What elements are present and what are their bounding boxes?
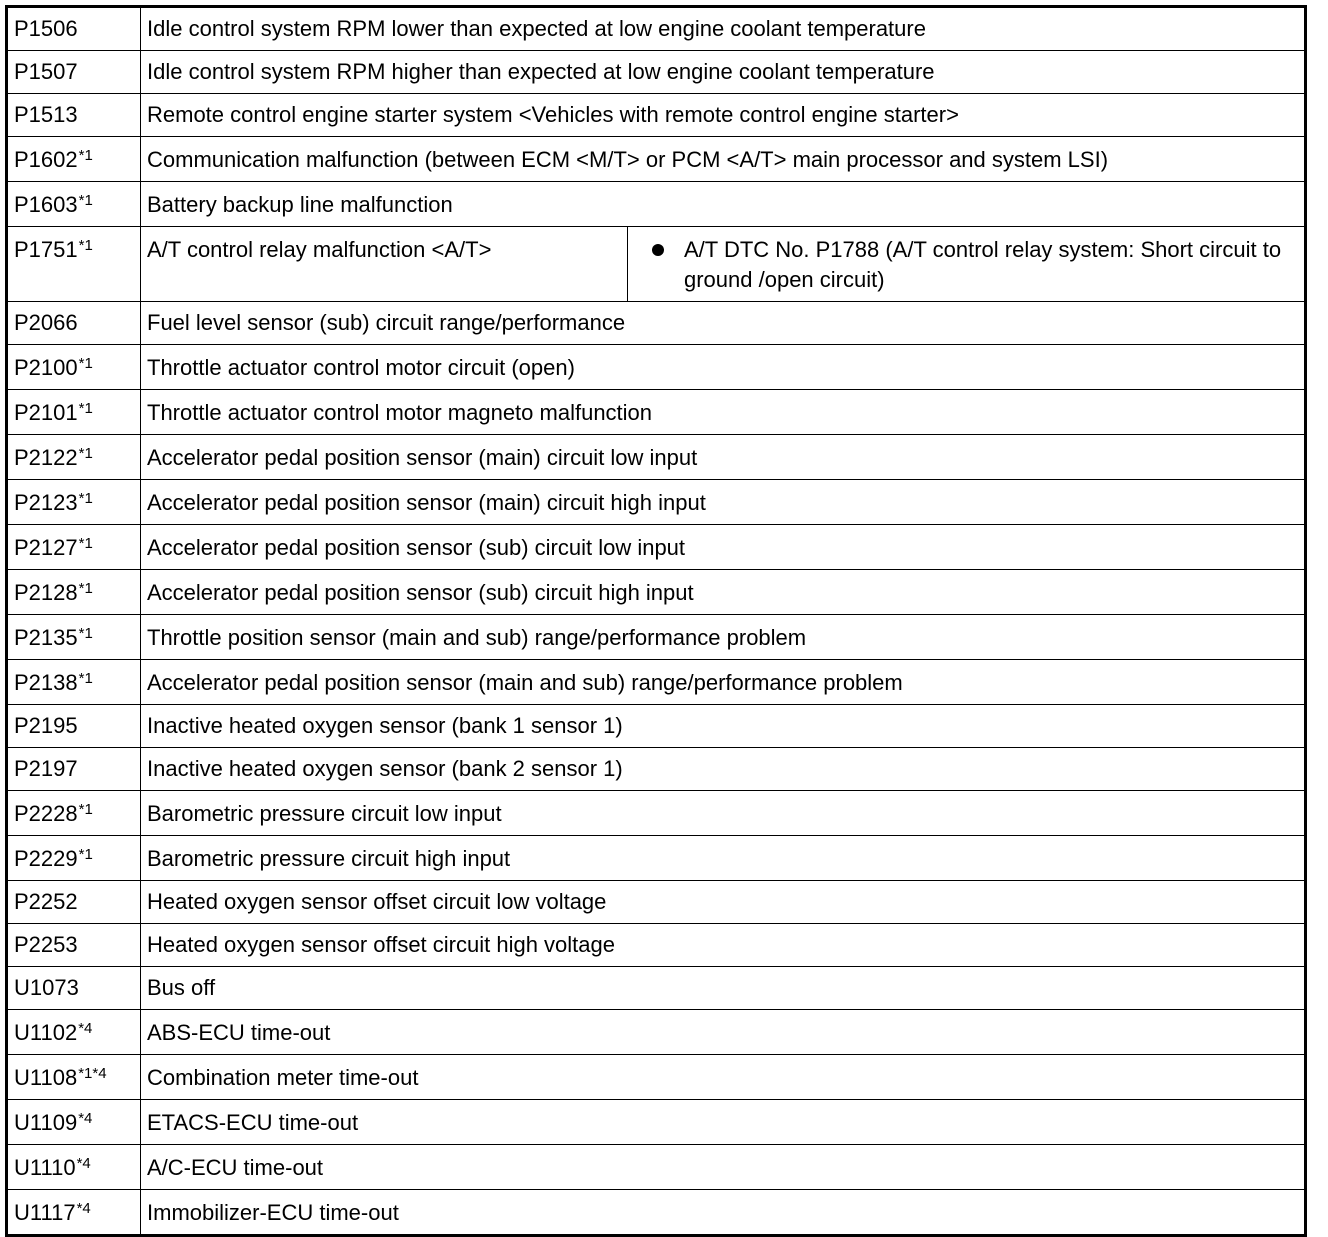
dtc-related-note-cell <box>628 227 1306 302</box>
dtc-code-cell <box>7 7 141 51</box>
table-row <box>7 480 1306 525</box>
table-row <box>7 570 1306 615</box>
dtc-description: Battery backup line malfunction <box>141 182 1306 227</box>
footnote-marker: *1*4 <box>78 1065 107 1082</box>
dtc-description: Heated oxygen sensor offset circuit high voltage <box>141 924 1306 967</box>
dtc-code-cell <box>7 435 141 480</box>
table-row <box>7 1055 1306 1100</box>
dtc-code-cell <box>7 748 141 791</box>
footnote-marker: *4 <box>78 1020 93 1037</box>
footnote-marker: *1 <box>78 625 93 642</box>
dtc-code-cell <box>7 967 141 1010</box>
dtc-code-cell <box>7 1190 141 1236</box>
table-row <box>7 1190 1306 1236</box>
footnote-marker: *4 <box>78 1110 93 1127</box>
dtc-table-body <box>7 7 1306 1236</box>
dtc-code-cell <box>7 836 141 881</box>
dtc-code: P2228 <box>14 801 78 826</box>
dtc-description: Idle control system RPM higher than expected at low engine coolant temperature <box>141 51 1306 94</box>
dtc-code-cell <box>7 345 141 390</box>
dtc-code-cell <box>7 660 141 705</box>
footnote-marker: *1 <box>78 846 93 863</box>
dtc-description: Barometric pressure circuit high input <box>141 836 1306 881</box>
dtc-code: P2066 <box>14 310 78 335</box>
table-row <box>7 836 1306 881</box>
footnote-marker: *1 <box>78 147 93 164</box>
table-row <box>7 302 1306 345</box>
dtc-code-cell <box>7 1100 141 1145</box>
table-row <box>7 615 1306 660</box>
dtc-code-cell <box>7 525 141 570</box>
dtc-code: P2138 <box>14 670 78 695</box>
footnote-marker: *1 <box>78 192 93 209</box>
dtc-description: A/C-ECU time-out <box>141 1145 1306 1190</box>
table-row <box>7 525 1306 570</box>
footnote-marker: *4 <box>76 1200 91 1217</box>
dtc-code: P2195 <box>14 713 78 738</box>
dtc-code: U1110 <box>14 1155 76 1180</box>
dtc-description: A/T control relay malfunction <A/T> <box>141 227 628 302</box>
dtc-code: P1603 <box>14 192 78 217</box>
footnote-marker: *1 <box>78 580 93 597</box>
dtc-description: Accelerator pedal position sensor (main) circuit low input <box>141 435 1306 480</box>
table-row <box>7 227 1306 302</box>
dtc-code: P2128 <box>14 580 78 605</box>
dtc-code: P2101 <box>14 400 78 425</box>
table-row <box>7 51 1306 94</box>
table-row <box>7 1100 1306 1145</box>
bullet-icon <box>652 244 664 256</box>
dtc-description: ABS-ECU time-out <box>141 1010 1306 1055</box>
dtc-description: Accelerator pedal position sensor (main and sub) range/performance problem <box>141 660 1306 705</box>
table-row <box>7 7 1306 51</box>
dtc-code-cell <box>7 302 141 345</box>
dtc-code: P1506 <box>14 16 78 41</box>
dtc-table <box>5 5 1307 1237</box>
dtc-code: P2135 <box>14 625 78 650</box>
dtc-code-cell <box>7 51 141 94</box>
dtc-description: Communication malfunction (between ECM <M/T> or PCM <A/T> main processor and system LSI) <box>141 137 1306 182</box>
table-row <box>7 137 1306 182</box>
dtc-code-cell <box>7 1010 141 1055</box>
table-row <box>7 791 1306 836</box>
dtc-code: P1602 <box>14 147 78 172</box>
dtc-description: Inactive heated oxygen sensor (bank 2 sensor 1) <box>141 748 1306 791</box>
dtc-code: U1109 <box>14 1110 78 1135</box>
table-row <box>7 1145 1306 1190</box>
dtc-description: Throttle actuator control motor magneto malfunction <box>141 390 1306 435</box>
table-row <box>7 748 1306 791</box>
dtc-code-cell <box>7 480 141 525</box>
dtc-description: Accelerator pedal position sensor (sub) circuit high input <box>141 570 1306 615</box>
table-row <box>7 705 1306 748</box>
table-row <box>7 435 1306 480</box>
dtc-code: P1513 <box>14 102 78 127</box>
dtc-code: P2123 <box>14 490 78 515</box>
dtc-code-cell <box>7 881 141 924</box>
dtc-code-cell <box>7 137 141 182</box>
dtc-code-cell <box>7 791 141 836</box>
dtc-code-cell <box>7 705 141 748</box>
table-row <box>7 94 1306 137</box>
dtc-code: P2100 <box>14 355 78 380</box>
dtc-code: P2252 <box>14 889 78 914</box>
dtc-code: P2122 <box>14 445 78 470</box>
dtc-description: Throttle position sensor (main and sub) range/performance problem <box>141 615 1306 660</box>
dtc-code-cell <box>7 924 141 967</box>
table-row <box>7 881 1306 924</box>
table-row <box>7 390 1306 435</box>
dtc-description: Barometric pressure circuit low input <box>141 791 1306 836</box>
table-row <box>7 924 1306 967</box>
dtc-description: Accelerator pedal position sensor (sub) circuit low input <box>141 525 1306 570</box>
dtc-code-cell <box>7 227 141 302</box>
table-row <box>7 967 1306 1010</box>
footnote-marker: *1 <box>78 237 93 254</box>
dtc-description: Fuel level sensor (sub) circuit range/performance <box>141 302 1306 345</box>
dtc-description: Accelerator pedal position sensor (main) circuit high input <box>141 480 1306 525</box>
footnote-marker: *1 <box>78 400 93 417</box>
dtc-code-cell <box>7 94 141 137</box>
dtc-code: P1751 <box>14 237 78 262</box>
dtc-code-cell <box>7 390 141 435</box>
footnote-marker: *1 <box>78 801 93 818</box>
dtc-description: Heated oxygen sensor offset circuit low voltage <box>141 881 1306 924</box>
dtc-description: Bus off <box>141 967 1306 1010</box>
dtc-code-cell <box>7 182 141 227</box>
related-note <box>636 235 1298 295</box>
dtc-code: P1507 <box>14 59 78 84</box>
dtc-description: Remote control engine starter system <Vehicles with remote control engine starter> <box>141 94 1306 137</box>
table-row <box>7 182 1306 227</box>
footnote-marker: *1 <box>78 670 93 687</box>
dtc-code: U1073 <box>14 975 79 1000</box>
dtc-code-cell <box>7 570 141 615</box>
dtc-code: P2197 <box>14 756 78 781</box>
dtc-description: ETACS-ECU time-out <box>141 1100 1306 1145</box>
dtc-code: P2229 <box>14 846 78 871</box>
footnote-marker: *1 <box>78 355 93 372</box>
table-row <box>7 345 1306 390</box>
table-row <box>7 660 1306 705</box>
footnote-marker: *4 <box>76 1155 91 1172</box>
footnote-marker: *1 <box>78 490 93 507</box>
dtc-description: Throttle actuator control motor circuit (open) <box>141 345 1306 390</box>
dtc-description: Idle control system RPM lower than expected at low engine coolant temperature <box>141 7 1306 51</box>
dtc-description: Immobilizer-ECU time-out <box>141 1190 1306 1236</box>
dtc-code-cell <box>7 1055 141 1100</box>
footnote-marker: *1 <box>78 535 93 552</box>
dtc-description: Combination meter time-out <box>141 1055 1306 1100</box>
dtc-description: Inactive heated oxygen sensor (bank 1 sensor 1) <box>141 705 1306 748</box>
dtc-code: U1108 <box>14 1065 78 1090</box>
table-row <box>7 1010 1306 1055</box>
footnote-marker: *1 <box>78 445 93 462</box>
dtc-code: P2127 <box>14 535 78 560</box>
dtc-code-cell <box>7 1145 141 1190</box>
related-note-text: A/T DTC No. P1788 (A/T control relay system: Short circuit to ground /open circuit) <box>684 237 1282 292</box>
dtc-code: U1117 <box>14 1200 76 1225</box>
dtc-code: P2253 <box>14 932 78 957</box>
dtc-code-cell <box>7 615 141 660</box>
dtc-code: U1102 <box>14 1020 78 1045</box>
